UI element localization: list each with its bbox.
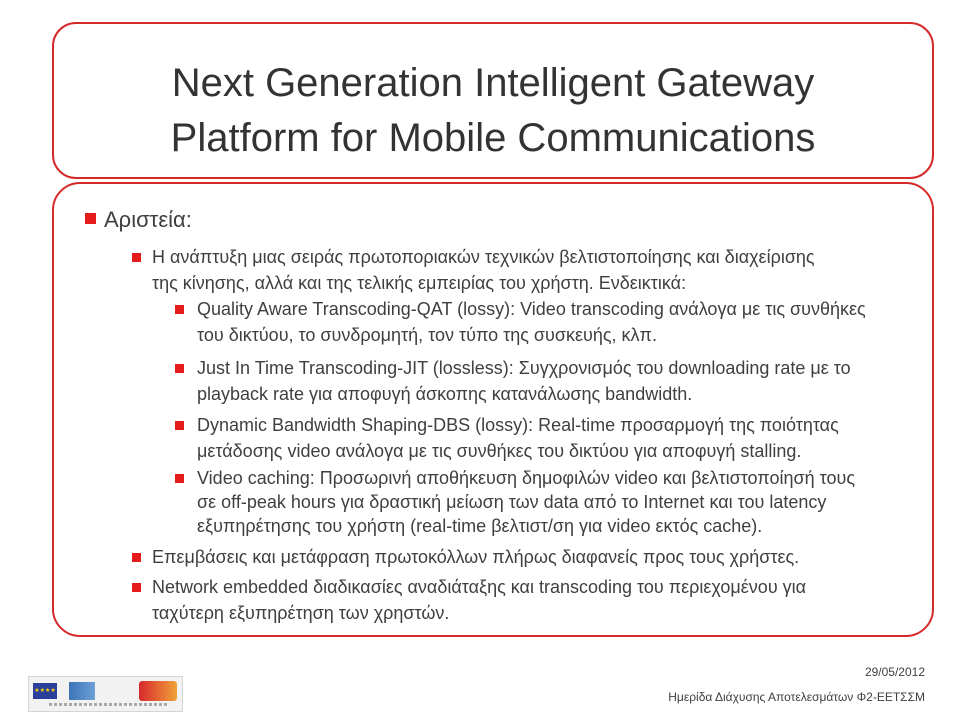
bullet-square-icon bbox=[85, 213, 96, 224]
item1-line1: Η ανάπτυξη μιας σειράς πρωτοποριακών τεχνικών βελτιστοποίησης και διαχείρισης bbox=[152, 247, 815, 267]
nsrf-logo-icon bbox=[139, 681, 177, 701]
heading-excellence: Αριστεία: bbox=[104, 207, 192, 232]
footer-event: Ημερίδα Διάχυσης Αποτελεσμάτων Φ2-ΕΕΤΣΣΜ bbox=[668, 690, 925, 704]
logo-caption-icon bbox=[49, 703, 169, 706]
footer-date: 29/05/2012 bbox=[864, 665, 925, 679]
sub2-line1: Just In Time Transcoding-JIT (lossless): Συγχρονισμός του downloading rate με το bbox=[197, 358, 851, 378]
bullet-square-icon bbox=[132, 583, 141, 592]
eu-stars-icon: ★★★★ bbox=[34, 688, 56, 694]
bullet-square-icon bbox=[132, 253, 141, 262]
slide-title-line1: Next Generation Intelligent Gateway bbox=[171, 61, 815, 105]
sub1-line1: Quality Aware Transcoding-QAT (lossy): Video transcoding ανάλογα με τις συνθήκες bbox=[197, 299, 866, 319]
sub4-line2: σε off-peak hours για δραστική μείωση των data από το Internet και του latency bbox=[197, 492, 827, 512]
sub4-line3: εξυπηρέτησης του χρήστη (real-time βελτιστ/ση για video εκτός cache). bbox=[197, 516, 763, 536]
sub2-line2: playback rate για αποφυγή άσκοπης κατανάλωσης bandwidth. bbox=[197, 384, 693, 404]
bullet-square-icon bbox=[132, 553, 141, 562]
sub1-line2: του δικτύου, το συνδρομητή, τον τύπο της συσκευής, κλπ. bbox=[197, 325, 657, 345]
item3-line2: ταχύτερη εξυπηρέτηση των χρηστών. bbox=[152, 603, 450, 623]
item2-line1: Επεμβάσεις και μετάφραση πρωτοκόλλων πλήρως διαφανείς προς τους χρήστες. bbox=[152, 547, 800, 567]
bullet-square-icon bbox=[175, 474, 184, 483]
program-logo-icon bbox=[69, 682, 95, 700]
bullet-square-icon bbox=[175, 305, 184, 314]
slide-title-line2: Platform for Mobile Communications bbox=[170, 116, 816, 160]
sub3-line2: μετάδοσης video ανάλογα με τις συνθήκες του δικτύου για αποφυγή stalling. bbox=[197, 441, 802, 461]
footer-logos-strip bbox=[28, 676, 183, 712]
sub3-line1: Dynamic Bandwidth Shaping-DBS (lossy): Real-time προσαρμογή της ποιότητας bbox=[197, 415, 839, 435]
sub4-line1: Video caching: Προσωρινή αποθήκευση δημοφιλών video και βελτιστοποίησή τους bbox=[197, 468, 855, 488]
bullet-square-icon bbox=[175, 421, 184, 430]
item3-line1: Network embedded διαδικασίες αναδιάταξης και transcoding του περιεχομένου για bbox=[152, 577, 807, 597]
bullet-square-icon bbox=[175, 364, 184, 373]
slide-title bbox=[54, 56, 932, 166]
item1-line2: της κίνησης, αλλά και της τελικής εμπειρίας του χρήστη. Ενδεικτικά: bbox=[152, 273, 687, 293]
title-box bbox=[52, 22, 934, 179]
